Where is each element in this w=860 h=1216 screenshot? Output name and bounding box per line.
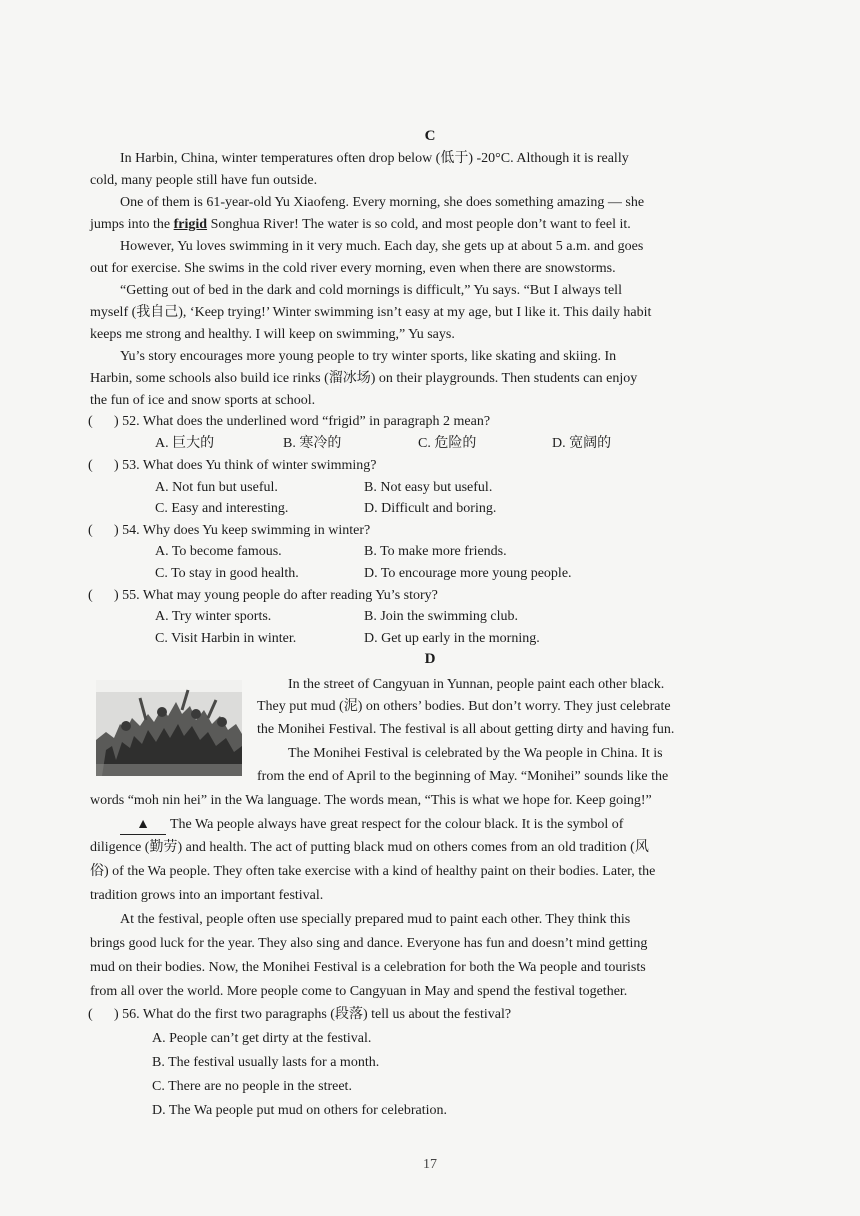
- passage-d-line-3: the Monihei Festival. The festival is all about getting dirty and having fun.: [257, 722, 675, 737]
- passage-c-line-6: out for exercise. She swims in the cold river every morning, even when there are snowstorms.: [90, 261, 616, 276]
- answer-blank[interactable]: (: [88, 414, 93, 429]
- passage-d-line-13: mud on their bodies. Now, the Monihei Festival is a celebration for both the Wa people and tourists: [90, 960, 646, 975]
- passage-c-line-3: One of them is 61-year-old Yu Xiaofeng. Every morning, she does something amazing — she: [120, 195, 645, 210]
- option-c: C. To stay in good health.: [155, 566, 299, 581]
- option-a: A. People can’t get dirty at the festival.: [152, 1031, 372, 1046]
- answer-blank[interactable]: (: [88, 588, 93, 603]
- passage-d-line-2: They put mud (泥) on others’ bodies. But don’t worry. They just celebrate: [257, 699, 671, 714]
- passage-d-line-4: The Monihei Festival is celebrated by the Wa people in China. It is: [288, 746, 663, 761]
- option-c: C. 危险的: [418, 436, 477, 451]
- option-b: B. To make more friends.: [364, 544, 507, 559]
- option-b: B. The festival usually lasts for a month.: [152, 1055, 380, 1070]
- passage-c-line-4-start: jumps into the: [90, 217, 174, 232]
- passage-d-line-1: In the street of Cangyuan in Yunnan, people paint each other black.: [288, 677, 665, 692]
- answer-blank[interactable]: (: [88, 523, 93, 538]
- passage-c-line-11: Harbin, some schools also build ice rinks (溜冰场) on their playgrounds. Then students can enjoy: [90, 371, 638, 386]
- answer-blank[interactable]: (: [88, 458, 93, 473]
- question-52: [88, 413, 490, 431]
- option-d: D. 宽阔的: [552, 436, 612, 451]
- option-a: A. Not fun but useful.: [155, 480, 278, 495]
- question-stem: ) 52. What does the underlined word “frigid” in paragraph 2 mean?: [114, 414, 491, 429]
- option-d: D. The Wa people put mud on others for celebration.: [152, 1103, 447, 1118]
- passage-d-line-7-text: The Wa people always have great respect for the colour black. It is the symbol of: [170, 817, 624, 832]
- section-d-heading: D: [424, 651, 436, 667]
- passage-c-line-2: cold, many people still have fun outside.: [90, 173, 318, 188]
- option-b: B. Not easy but useful.: [364, 480, 493, 495]
- option-c: C. Visit Harbin in winter.: [155, 631, 297, 646]
- question-53: [88, 457, 376, 475]
- passage-d-line-5: from the end of April to the beginning of May. “Monihei” sounds like the: [257, 769, 669, 784]
- passage-c-line-7: “Getting out of bed in the dark and cold mornings is difficult,” Yu says. “But I always tell: [120, 283, 622, 298]
- passage-c-line-12: the fun of ice and snow sports at school.: [90, 393, 316, 408]
- passage-c-line-4-end: Songhua River! The water is so cold, and most people don’t want to feel it.: [207, 217, 631, 232]
- passage-c-line-5: However, Yu loves swimming in it very much. Each day, she gets up at about 5 a.m. and goes: [120, 239, 644, 254]
- option-b: B. Join the swimming club.: [364, 609, 518, 624]
- passage-c-line-1: In Harbin, China, winter temperatures often drop below (低于) -20°C. Although it is really: [120, 151, 629, 166]
- question-stem: ) 54. Why does Yu keep swimming in winter?: [114, 523, 371, 538]
- fill-in-blank[interactable]: ▲: [120, 816, 166, 835]
- option-c: C. There are no people in the street.: [152, 1079, 352, 1094]
- question-stem: ) 56. What do the first two paragraphs (段落) tell us about the festival?: [114, 1007, 512, 1022]
- question-stem: ) 53. What does Yu think of winter swimming?: [114, 458, 377, 473]
- passage-d-line-14: from all over the world. More people come to Cangyuan in May and spend the festival together.: [90, 984, 628, 999]
- option-d: D. Get up early in the morning.: [364, 631, 540, 646]
- page-number: 17: [423, 1157, 437, 1172]
- passage-d-line-11: At the festival, people often use specially prepared mud to paint each other. They think this: [120, 912, 631, 927]
- passage-c-line-10: Yu’s story encourages more young people to try winter sports, like skating and skiing. In: [120, 349, 617, 364]
- option-c: C. Easy and interesting.: [155, 501, 289, 516]
- section-c-heading: C: [424, 128, 436, 144]
- passage-d-line-9: 俗) of the Wa people. They often take exercise with a kind of healthy paint on their bodies. Later, the: [90, 864, 656, 879]
- passage-d-line-12: brings good luck for the year. They also sing and dance. Everyone has fun and doesn’t mind getting: [90, 936, 648, 951]
- passage-d-line-6: words “moh nin hei” in the Wa language. The words mean, “This is what we hope for. Keep going!”: [90, 793, 652, 808]
- passage-d-line-7: [120, 816, 716, 835]
- answer-blank[interactable]: (: [88, 1007, 93, 1022]
- question-55: [88, 587, 438, 605]
- option-d: D. To encourage more young people.: [364, 566, 572, 581]
- passage-d-line-8: diligence (勤劳) and health. The act of putting black mud on others comes from an old tradition (风: [90, 840, 649, 855]
- underlined-word-frigid: frigid: [173, 217, 208, 232]
- festival-photo: [96, 680, 242, 776]
- option-b: B. 寒冷的: [283, 436, 342, 451]
- question-stem: ) 55. What may young people do after reading Yu’s story?: [114, 588, 438, 603]
- question-56: [88, 1006, 511, 1024]
- option-d: D. Difficult and boring.: [364, 501, 497, 516]
- option-a: A. To become famous.: [155, 544, 282, 559]
- option-a: A. 巨大的: [155, 436, 215, 451]
- question-54: [88, 522, 370, 540]
- passage-c-line-9: keeps me strong and healthy. I will keep on swimming,” Yu says.: [90, 327, 455, 342]
- option-a: A. Try winter sports.: [155, 609, 272, 624]
- passage-c-line-4: [90, 216, 686, 234]
- passage-d-line-10: tradition grows into an important festival.: [90, 888, 324, 903]
- passage-c-line-8: myself (我自己), ‘Keep trying!’ Winter swimming isn’t easy at my age, but I like it. This daily habit: [90, 305, 652, 320]
